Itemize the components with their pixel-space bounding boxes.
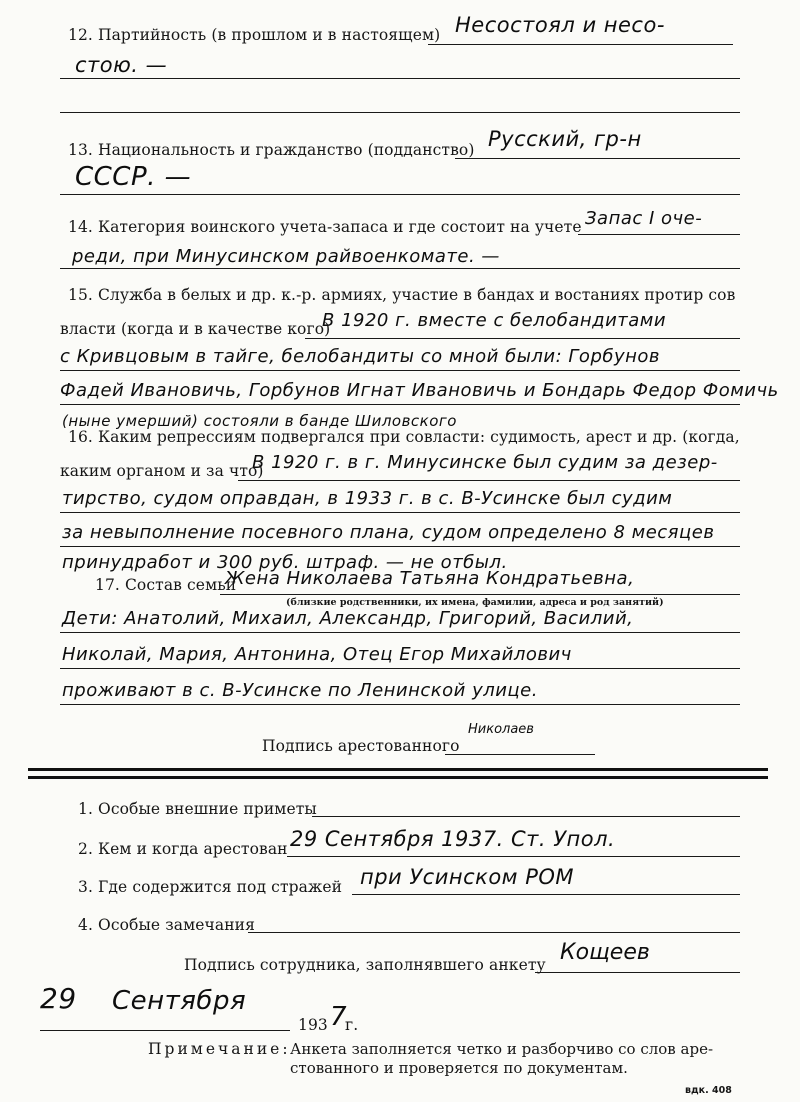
- i4-rule: [248, 932, 740, 933]
- q17-rule-4: [60, 704, 740, 705]
- q16-answer-line2: тирство, судом оправдан, в 1933 г. в с. В-Усинске был судим: [62, 488, 673, 509]
- q16-answer-line4: принудработ и 300 руб. штраф. — не отбыл.: [62, 552, 508, 573]
- q16-answer-line1: В 1920 г. в г. Минусинске был судим за дезер-: [252, 452, 718, 473]
- arrested-signature-rule: [445, 754, 595, 755]
- arrested-signature-label: Подпись арестованного: [262, 737, 460, 755]
- arrested-signature: Николаев: [468, 722, 534, 737]
- q12-answer-line2: стою. —: [75, 53, 168, 77]
- date-month: Сентября: [112, 986, 247, 1016]
- q14-answer-line2: реди, при Минусинском райвоенкомате. —: [72, 246, 500, 267]
- i3-label: 3. Где содержится под стражей: [78, 878, 343, 896]
- i1-label: 1. Особые внешние приметы: [78, 800, 317, 818]
- i2-answer: 29 Сентября 1937. Ст. Упол.: [290, 827, 616, 851]
- officer-signature: Кощеев: [560, 940, 650, 965]
- q15-answer-line2: с Кривцовым в тайге, белобандиты со мной были: Горбунов: [60, 346, 661, 367]
- q14-answer-line1: Запас I оче-: [585, 208, 703, 229]
- i2-label: 2. Кем и когда арестован: [78, 840, 288, 858]
- q13-rule-2: [60, 194, 740, 195]
- q17-rule-1: [220, 594, 740, 595]
- q14-label: 14. Категория воинского учета-запаса и где состоит на учете: [68, 218, 582, 236]
- q15-rule-2: [60, 370, 740, 371]
- q12-rule-2: [60, 78, 740, 79]
- q17-rule-2: [60, 632, 740, 633]
- q17-answer-line3: Николай, Мария, Антонина, Отец Егор Михайлович: [62, 644, 572, 665]
- note-text-line1: Анкета заполняется четко и разборчиво со слов аре-: [290, 1040, 714, 1058]
- q14-rule-1: [578, 234, 740, 235]
- q12-rule-3: [60, 112, 740, 113]
- q16-rule-3: [60, 546, 740, 547]
- q13-label: 13. Национальность и гражданство (подданство): [68, 141, 475, 159]
- section-divider-2: [28, 776, 768, 779]
- q16-rule-1: [238, 480, 740, 481]
- date-suffix: г.: [345, 1016, 359, 1034]
- q15-answer-line1: В 1920 г. вместе с белобандитами: [322, 310, 667, 331]
- q15-rule-3: [60, 404, 740, 405]
- q17-answer-line1: Жена Николаева Татьяна Кондратьевна,: [225, 568, 635, 589]
- q17-hint: (близкие родственники, их имена, фамилии, адреса и род занятий): [286, 597, 664, 608]
- q17-answer-line2: Дети: Анатолий, Михаил, Александр, Григорий, Василий,: [62, 608, 634, 629]
- note-label: Примечание:: [148, 1040, 291, 1058]
- officer-signature-rule: [535, 972, 740, 973]
- q16-rule-2: [60, 512, 740, 513]
- q15-rule-1: [305, 338, 740, 339]
- q12-answer-line1: Несостоял и несо-: [455, 13, 665, 37]
- form-number: вдк. 408: [685, 1085, 732, 1096]
- date-year-digit: 7: [330, 1002, 348, 1032]
- q17-answer-line4: проживают в с. В-Усинске по Ленинской улице.: [62, 680, 538, 701]
- q16-label-line1: 16. Каким репрессиям подвергался при совласти: судимость, арест и др. (когда,: [68, 428, 740, 446]
- q17-label: 17. Состав семьи: [95, 576, 237, 594]
- q15-label-line1: 15. Служба в белых и др. к.-р. армиях, участие в бандах и востаниях протир сов: [68, 286, 736, 304]
- q15-answer-line4: (ныне умерший) состояли в банде Шиловского: [62, 412, 457, 430]
- date-year-prefix: 193: [298, 1016, 328, 1034]
- note-text-line2: стованного и проверяется по документам.: [290, 1059, 628, 1077]
- i3-rule: [352, 894, 740, 895]
- section-divider-1: [28, 768, 768, 771]
- q12-label: 12. Партийность (в прошлом и в настоящем): [68, 26, 441, 44]
- i3-answer: при Усинском РОМ: [360, 865, 575, 889]
- q16-label-line2: каким органом и за что): [60, 462, 264, 480]
- i2-rule: [287, 856, 740, 857]
- q16-answer-line3: за невыполнение посевного плана, судом определено 8 месяцев: [62, 522, 715, 543]
- date-month-rule: [110, 1030, 290, 1031]
- q13-answer-line2: СССР. —: [75, 162, 192, 192]
- officer-signature-label: Подпись сотрудника, заполнявшего анкету: [184, 956, 546, 974]
- q17-rule-3: [60, 668, 740, 669]
- q12-rule-1: [428, 44, 733, 45]
- q13-answer-line1: Русский, гр-н: [488, 127, 642, 151]
- q15-answer-line3: Фадей Ивановичь, Горбунов Игнат Ивановичь и Бондарь Федор Фомичь: [60, 380, 779, 401]
- q14-rule-2: [60, 268, 740, 269]
- date-day: 29: [40, 982, 77, 1015]
- i1-rule: [312, 816, 740, 817]
- q13-rule-1: [455, 158, 740, 159]
- i4-label: 4. Особые замечания: [78, 916, 255, 934]
- date-day-rule: [40, 1030, 120, 1031]
- q15-label-line2: власти (когда и в качестве кого): [60, 320, 331, 338]
